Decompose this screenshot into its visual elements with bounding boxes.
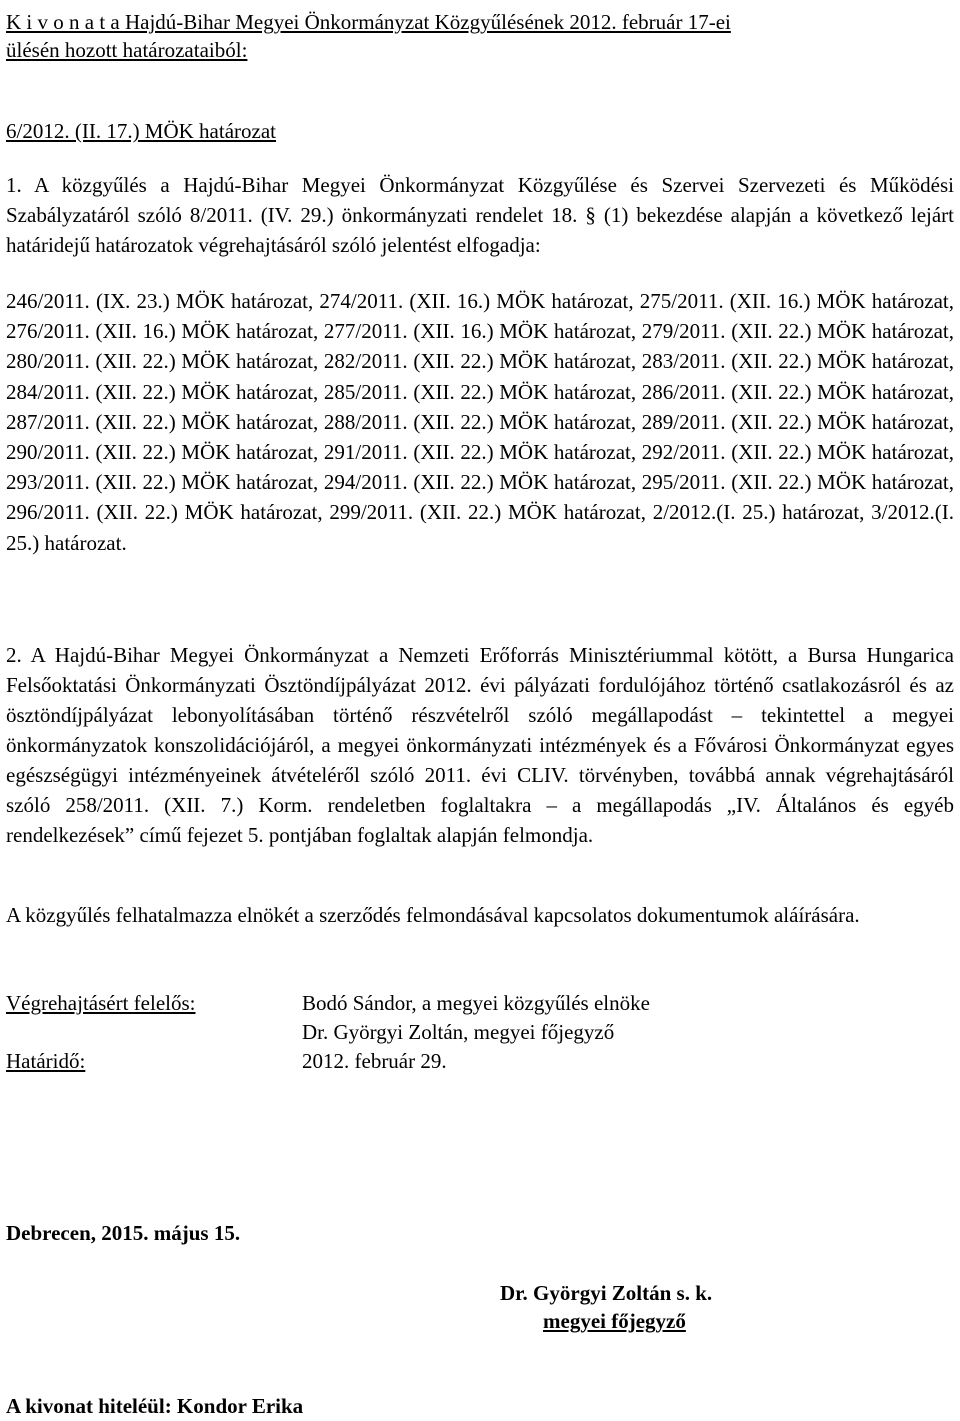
- responsible-person-2: Dr. Györgyi Zoltán, megyei főjegyző: [302, 1020, 615, 1044]
- title-line-2: ülésén hozott határozataiból:: [6, 38, 248, 62]
- resolution-number: 6/2012. (II. 17.) MÖK határozat: [6, 119, 277, 143]
- deadline-value: 2012. február 29.: [302, 1049, 447, 1073]
- resolution-list: 246/2011. (IX. 23.) MÖK határozat, 274/2011. (XII. 16.) MÖK határozat, 275/2011. (XII. 16.) MÖK határozat, 276/2011. (XII. 16.) MÖK határozat, 277/2011. (XII. 16.) MÖK határozat, 279/2011. (XII. 22.) MÖK határozat, 280/2011. (XII. 22.) MÖK határozat, 282/2011. (XII. 22.) MÖK határozat, 283/2011. (XII. 22.) MÖK határozat, 284/2011. (XII. 22.) MÖK határozat, 285/2011. (XII. 22.) MÖK határozat, 286/2011. (XII. 22.) MÖK határozat, 287/2011. (XII. 22.) MÖK határozat, 288/2011. (XII. 22.) MÖK határozat, 289/2011. (XII. 22.) MÖK határozat, 290/2011. (XII. 22.) MÖK határozat, 291/2011. (XII. 22.) MÖK határozat, 292/2011. (XII. 22.) MÖK határozat, 293/2011. (XII. 22.) MÖK határozat, 294/2011. (XII. 22.) MÖK határozat, 295/2011. (XII. 22.) MÖK határozat, 296/2011. (XII. 22.) MÖK határozat, 299/2011. (XII. 22.) MÖK határozat, 2/2012.(I. 25.) határozat, 3/2012.(I. 25.) határozat.: [6, 289, 954, 555]
- section-1-text: 1. A közgyűlés a Hajdú-Bihar Megyei Önkormányzat Közgyűlése és Szervei Szervezeti és Működési Szabályzatáról szóló 8/2011. (IV. 29.) önkormányzati rendelet 18. § (1) bekezdése alapján a következő lejárt határidejű határozatok végrehajtásáról szóló jelentést elfogadja:: [6, 173, 954, 257]
- document-title: [6, 8, 954, 64]
- responsible-person-1: Bodó Sándor, a megyei közgyűlés elnöke: [302, 991, 650, 1015]
- authorization-text: A közgyűlés felhatalmazza elnökét a szerződés felmondásával kapcsolatos dokumentumok aláírására.: [6, 903, 860, 927]
- title-line-1: K i v o n a t a Hajdú-Bihar Megyei Önkormányzat Közgyűlésének 2012. február 17-ei: [6, 10, 731, 34]
- place-and-date: Debrecen, 2015. május 15.: [6, 1221, 241, 1245]
- responsible-label: Végrehajtásért felelős:: [6, 991, 196, 1015]
- deadline-label: Határidő:: [6, 1049, 86, 1073]
- signer-title: megyei főjegyző: [543, 1309, 686, 1333]
- signer-name: Dr. Györgyi Zoltán s. k.: [500, 1281, 713, 1305]
- certified-by: A kivonat hiteléül: Kondor Erika: [6, 1394, 304, 1418]
- section-2-text: 2. A Hajdú-Bihar Megyei Önkormányzat a Nemzeti Erőforrás Minisztériummal kötött, a Bursa Hungarica Felsőoktatási Önkormányzati Ösztöndíjpályázat 2012. évi pályázati fordulójához történő csatlakozásról és az ösztöndíjpályázat lebonyolításában történő részvételről szóló megállapodást – tekintettel a megyei önkormányzatok konszolidációjáról, a megyei önkormányzati intézmények és a Fővárosi Önkormányzat egyes egészségügyi intézményeinek átvételéről szóló 2011. évi CLIV. törvényben, továbbá annak végrehajtásáról szóló 258/2011. (XII. 7.) Korm. rendeletben foglaltakra – a megállapodás „IV. Általános és egyéb rendelkezések” című fejezet 5. pontjában foglaltak alapján felmondja.: [6, 643, 954, 847]
